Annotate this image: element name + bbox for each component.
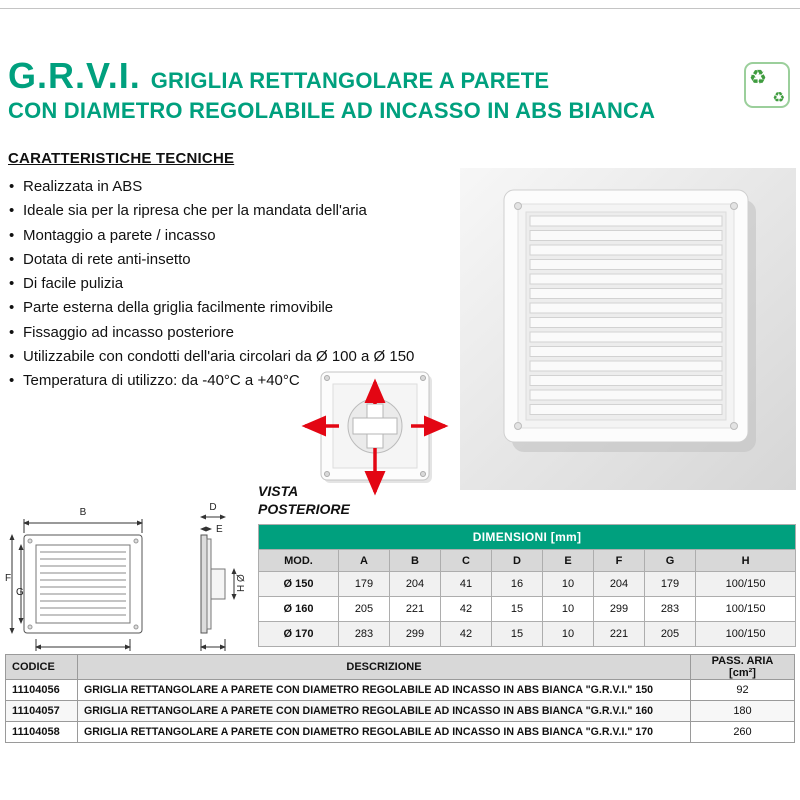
description-cell: GRIGLIA RETTANGOLARE A PARETE CON DIAMETRO REGOLABILE AD INCASSO IN ABS BIANCA "G.R.V.I." 170 <box>78 722 691 743</box>
dimensions-header-row <box>259 550 796 572</box>
column-header-d: D <box>492 550 543 572</box>
column-header-b: B <box>390 550 441 572</box>
codes-header-row <box>6 655 795 680</box>
dim-label-B: B <box>79 507 87 518</box>
dimensions-table-title: DIMENSIONI [mm] <box>259 525 796 550</box>
dim-label-E: E <box>216 524 223 535</box>
rear-view-label: VISTA POSTERIORE <box>258 483 350 517</box>
feature-item: • Parte esterna della griglia facilmente rimovibile <box>8 299 453 316</box>
code-cell: 11104056 <box>6 680 78 701</box>
product-photo <box>460 168 796 490</box>
features-heading: CARATTERISTICHE TECNICHE <box>8 150 235 167</box>
column-header-descrizione: DESCRIZIONE <box>78 655 691 680</box>
value-cell: 16 <box>492 572 543 597</box>
column-header-h: H <box>696 550 796 572</box>
dim-label-D: D <box>209 502 217 513</box>
dim-label-G: G <box>16 587 24 598</box>
value-cell: 100/150 <box>696 622 796 647</box>
table-row <box>259 597 796 622</box>
code-cell: 11104057 <box>6 701 78 722</box>
pass-aria-cell: 180 <box>691 701 795 722</box>
column-header-f: F <box>594 550 645 572</box>
pass-aria-cell: 260 <box>691 722 795 743</box>
value-cell: 283 <box>645 597 696 622</box>
model-cell: Ø 150 <box>259 572 339 597</box>
dimensions-table <box>258 524 796 647</box>
model-cell: Ø 170 <box>259 622 339 647</box>
dim-label-H: H Ø <box>236 574 247 592</box>
value-cell: 283 <box>339 622 390 647</box>
feature-item: • Di facile pulizia <box>8 275 453 292</box>
pass-aria-cell: 92 <box>691 680 795 701</box>
column-header-g: G <box>645 550 696 572</box>
column-header-a: A <box>339 550 390 572</box>
value-cell: 42 <box>441 597 492 622</box>
top-divider <box>0 8 800 9</box>
model-cell: Ø 160 <box>259 597 339 622</box>
description-cell: GRIGLIA RETTANGOLARE A PARETE CON DIAMETRO REGOLABILE AD INCASSO IN ABS BIANCA "G.R.V.I." 150 <box>78 680 691 701</box>
value-cell: 299 <box>594 597 645 622</box>
value-cell: 299 <box>390 622 441 647</box>
value-cell: 204 <box>594 572 645 597</box>
feature-item: • Ideale sia per la ripresa che per la mandata dell'aria <box>8 202 453 219</box>
value-cell: 15 <box>492 597 543 622</box>
value-cell: 221 <box>390 597 441 622</box>
value-cell: 15 <box>492 622 543 647</box>
product-code: G.R.V.I. <box>8 55 141 96</box>
feature-item: • Montaggio a parete / incasso <box>8 227 453 244</box>
value-cell: 205 <box>645 622 696 647</box>
column-header-e: E <box>543 550 594 572</box>
page-title <box>8 55 738 96</box>
feature-item: • Dotata di rete anti-insetto <box>8 251 453 268</box>
value-cell: 221 <box>594 622 645 647</box>
technical-drawing <box>4 497 256 665</box>
feature-item: • Realizzata in ABS <box>8 178 453 195</box>
column-header-c: C <box>441 550 492 572</box>
table-row <box>6 722 795 743</box>
dim-label-F: F <box>5 573 12 584</box>
dimension-drawing <box>4 497 256 665</box>
code-cell: 11104058 <box>6 722 78 743</box>
value-cell: 204 <box>390 572 441 597</box>
value-cell: 10 <box>543 572 594 597</box>
value-cell: 179 <box>645 572 696 597</box>
value-cell: 10 <box>543 597 594 622</box>
value-cell: 205 <box>339 597 390 622</box>
value-cell: 179 <box>339 572 390 597</box>
feature-item: • Fissaggio ad incasso posteriore <box>8 324 453 341</box>
grille-front-photo <box>460 168 796 490</box>
recycle-icon: ♻ <box>772 89 785 105</box>
value-cell: 42 <box>441 622 492 647</box>
value-cell: 10 <box>543 622 594 647</box>
feature-item: • Utilizzabile con condotti dell'aria circolari da Ø 100 a Ø 150 <box>8 348 453 365</box>
product-title-line1: GRIGLIA RETTANGOLARE A PARETE <box>150 68 550 93</box>
table-row <box>6 701 795 722</box>
header <box>8 55 738 124</box>
product-title-line2: CON DIAMETRO REGOLABILE AD INCASSO IN ABS BIANCA <box>8 98 656 123</box>
table-row <box>6 680 795 701</box>
column-header-codice: CODICE <box>6 655 78 680</box>
value-cell: 100/150 <box>696 597 796 622</box>
value-cell: 100/150 <box>696 572 796 597</box>
feature-item: • Temperatura di utilizzo: da -40°C a +40°C <box>8 372 453 389</box>
column-header-mod: MOD. <box>259 550 339 572</box>
column-header-pass-aria: PASS. ARIA [cm²] <box>691 655 795 680</box>
value-cell: 41 <box>441 572 492 597</box>
recycle-icon: ♻ <box>749 67 767 89</box>
table-row <box>259 622 796 647</box>
table-row <box>259 572 796 597</box>
recyclable-icon <box>744 62 790 108</box>
description-cell: GRIGLIA RETTANGOLARE A PARETE CON DIAMETRO REGOLABILE AD INCASSO IN ABS BIANCA "G.R.V.I." 160 <box>78 701 691 722</box>
codes-table <box>5 654 795 743</box>
